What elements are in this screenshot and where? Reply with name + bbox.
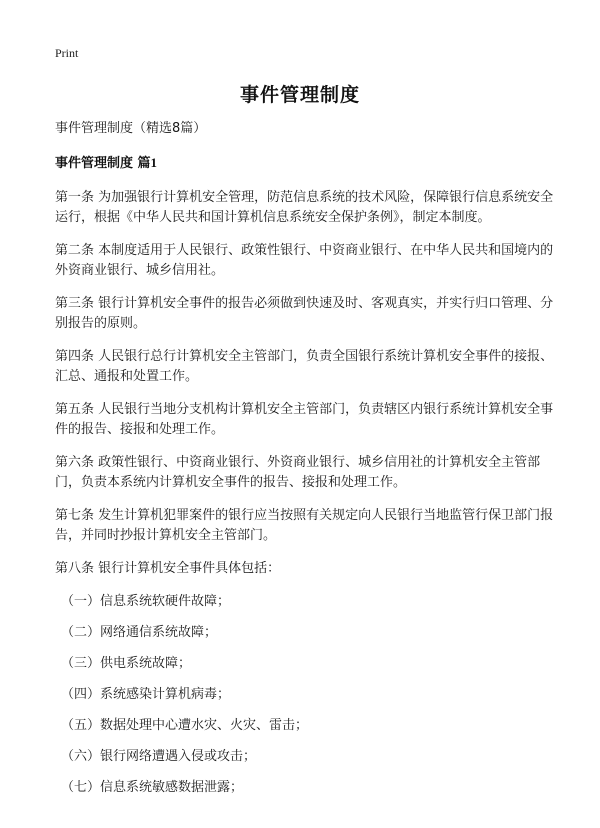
list-item-3: （三）供电系统故障； [61,656,192,671]
article-2: 第二条 本制度适用于人民银行、政策性银行、中资商业银行、在中华人民共和国境内的外资商业银行、城乡信用社。 [55,243,554,278]
article-4: 第四条 人民银行总行计算机安全主管部门，负责全国银行系统计算机安全事件的接报、汇总、通报和处置工作。 [55,349,554,384]
article-7: 第七条 发生计算机犯罪案件的银行应当按照有关规定向人民银行当地监管行保卫部门报告，并同时抄报计算机安全主管部门。 [55,508,554,543]
list-item-2: （二）网络通信系统故障； [61,625,218,640]
section-heading [55,153,555,174]
document-body [55,119,555,809]
article-8: 第八条 银行计算机安全事件具体包括： [55,561,281,576]
article-5: 第五条 人民银行当地分支机构计算机安全主管部门，负责辖区内银行系统计算机安全事件的报告、接报和处理工作。 [55,402,554,437]
section-heading-text: 事件管理制度 篇 [55,156,151,171]
article-6: 第六条 政策性银行、中资商业银行、外资商业银行、城乡信用社的计算机安全主管部门，负责本系统内计算机安全事件的报告、接报和处理工作。 [55,455,541,490]
list-item-5: （五）数据处理中心遭水灾、火灾、雷击； [61,718,309,733]
list-item-1: （一）信息系统软硬件故障； [61,594,231,609]
article-1: 第一条 为加强银行计算机安全管理，防范信息系统的技术风险，保障银行信息系统安全运行，根据《中华人民共和国计算机信息系统安全保护条例》，制定本制度。 [55,190,554,225]
list-item-4: （四）系统感染计算机病毒； [61,687,231,702]
list-item-6: （六）银行网络遭遇入侵或攻击； [61,749,257,764]
article-3: 第三条 银行计算机安全事件的报告必须做到快速及时、客观真实，并实行归口管理、分别报告的原则。 [55,296,554,331]
document-title: 事件管理制度 [239,84,360,106]
document-subtitle: 事件管理制度（精选8篇） [55,121,207,136]
print-label: Print [55,46,79,60]
list-item-7: （七）信息系统敏感数据泄露； [61,780,244,795]
section-heading-number: 1 [150,155,158,170]
